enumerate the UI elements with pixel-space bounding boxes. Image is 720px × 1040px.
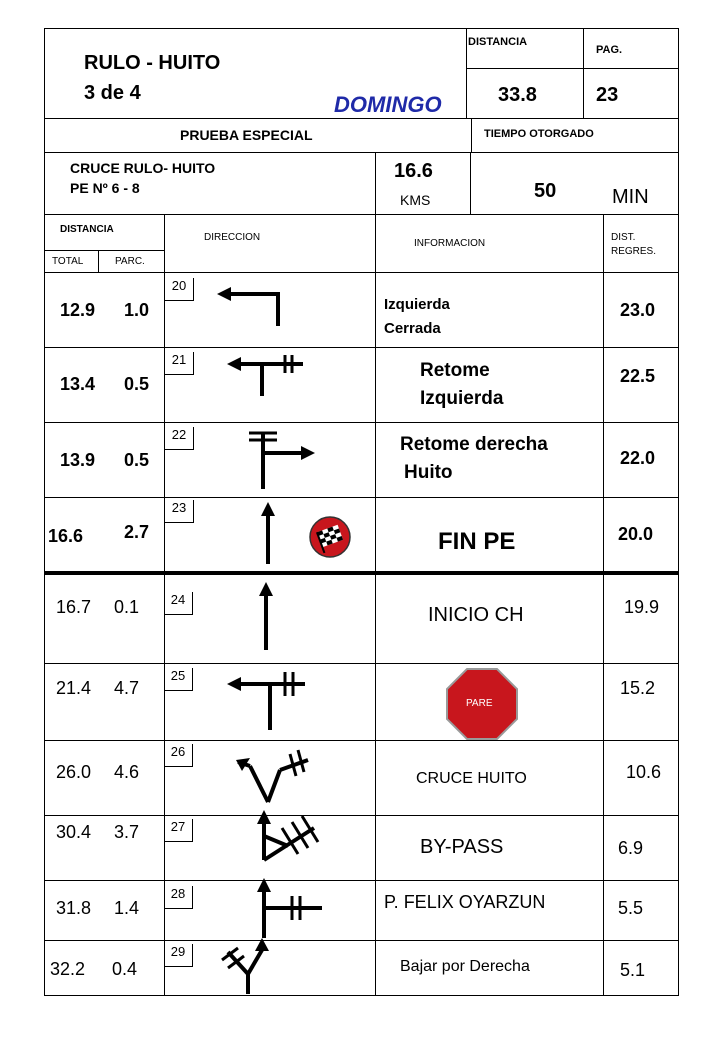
box-number: 20 [164, 278, 194, 301]
tiempo-otorgado-label: TIEMPO OTORGADO [484, 128, 594, 140]
checkered-flag-icon [309, 516, 351, 558]
pag-label: PAG. [596, 44, 623, 56]
pe-line1: CRUCE RULO- HUITO [70, 160, 216, 176]
prueba-especial: PRUEBA ESPECIAL [180, 127, 313, 143]
col-dist-regres-1: DIST. [611, 232, 636, 243]
row-regres: 22.5 [620, 366, 656, 386]
time-value: 50 [534, 180, 557, 202]
row-total: 21.4 [56, 678, 92, 698]
row-regres: 5.5 [618, 898, 644, 918]
row-info1: Bajar por Derecha [400, 958, 530, 975]
row-parc: 1.0 [124, 300, 150, 320]
row-parc: 1.4 [114, 898, 140, 918]
row-parc: 0.5 [124, 450, 150, 470]
col-informacion: INFORMACION [414, 238, 486, 249]
turn-left-icon [215, 282, 285, 332]
pe-line2: PE Nº 6 - 8 [70, 180, 140, 196]
row-total: 13.9 [60, 450, 96, 470]
kms-label: KMS [400, 192, 431, 208]
pe-km: 16.6 [394, 160, 433, 182]
stop-sign-label: PARE [466, 698, 493, 709]
row-regres: 22.0 [620, 448, 656, 468]
row-regres: 19.9 [624, 597, 660, 617]
row-info2: Cerrada [384, 320, 441, 337]
fork-right-icon [218, 938, 278, 996]
row-info1: BY-PASS [420, 836, 504, 858]
row-regres: 20.0 [618, 524, 654, 544]
u-turn-right-icon [245, 425, 320, 495]
day-label: DOMINGO [334, 92, 442, 117]
row-info1: CRUCE HUITO [416, 770, 527, 787]
col-direccion: DIRECCION [204, 232, 261, 243]
row-total: 16.7 [56, 597, 92, 617]
straight-arrow-icon [256, 582, 276, 652]
row-parc: 4.6 [114, 762, 140, 782]
box-number: 27 [164, 819, 193, 842]
row-info1: INICIO CH [428, 604, 524, 626]
row-regres: 6.9 [618, 838, 644, 858]
distancia-value: 33.8 [498, 84, 537, 106]
col-total: TOTAL [52, 256, 84, 267]
row-parc: 4.7 [114, 678, 140, 698]
bypass-icon [248, 806, 320, 868]
left-junction-icon [225, 668, 310, 733]
row-info2: Huito [404, 462, 453, 483]
row-total: 12.9 [60, 300, 96, 320]
straight-arrow-icon [258, 502, 278, 566]
row-total: 26.0 [56, 762, 92, 782]
row-info1: FIN PE [438, 528, 516, 555]
pag-value: 23 [596, 84, 619, 106]
col-distancia: DISTANCIA [60, 224, 114, 235]
box-number: 21 [164, 352, 194, 375]
row-regres: 15.2 [620, 678, 656, 698]
row-total: 32.2 [50, 959, 86, 979]
row-total: 31.8 [56, 898, 92, 918]
route-part: 3 de 4 [84, 82, 141, 104]
row-info1: Retome [420, 360, 490, 381]
row-regres: 5.1 [620, 960, 646, 980]
box-number: 28 [164, 886, 193, 909]
box-number: 22 [164, 427, 194, 450]
row-parc: 0.4 [112, 959, 138, 979]
row-regres: 10.6 [626, 762, 662, 782]
row-info1: Izquierda [384, 296, 450, 313]
box-number: 24 [164, 592, 193, 615]
row-regres: 23.0 [620, 300, 656, 320]
row-total: 13.4 [60, 374, 96, 394]
row-total: 16.6 [48, 526, 84, 546]
row-info1: P. FELIX OYARZUN [384, 892, 546, 912]
row-total: 30.4 [56, 822, 92, 842]
col-dist-regres-2: REGRES. [611, 246, 657, 257]
route-title: RULO - HUITO [84, 52, 221, 74]
fork-left-icon [228, 744, 318, 806]
row-parc: 2.7 [124, 522, 150, 542]
row-parc: 0.1 [114, 597, 140, 617]
time-unit: MIN [612, 186, 649, 208]
row-parc: 0.5 [124, 374, 150, 394]
box-number: 23 [164, 500, 194, 523]
box-number: 26 [164, 744, 193, 767]
straight-with-crossing-icon [254, 876, 326, 940]
distancia-label: DISTANCIA [468, 36, 528, 48]
box-number: 25 [164, 668, 193, 691]
u-turn-left-icon [225, 352, 315, 402]
col-parc: PARC. [115, 256, 145, 267]
box-number: 29 [164, 944, 193, 967]
row-parc: 3.7 [114, 822, 140, 842]
row-info1: Retome derecha [400, 434, 548, 455]
row-info2: Izquierda [420, 388, 504, 409]
